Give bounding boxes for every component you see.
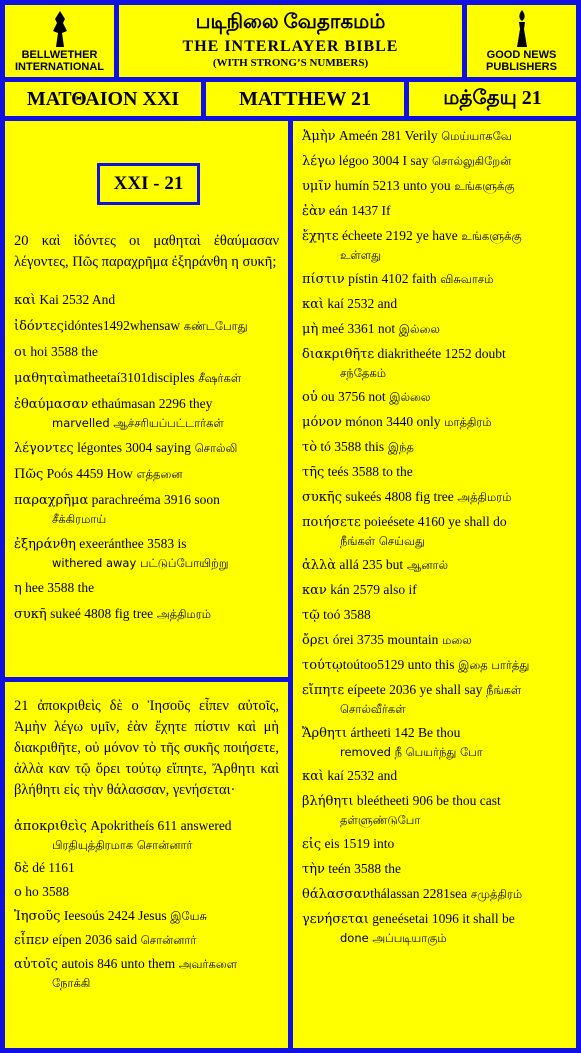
transliteration-gloss: légoo 3004 I say xyxy=(335,153,429,168)
transliteration-gloss: idóntes1492whensaw xyxy=(63,318,181,333)
greek-word: ο xyxy=(14,885,22,900)
word-entry xyxy=(14,955,279,992)
transliteration-gloss: dé 1161 xyxy=(28,860,75,875)
gloss-continuation: சந்தேகம் xyxy=(340,366,387,380)
greek-word: ἀποκριθεὶς xyxy=(14,819,87,834)
gloss-continuation: தள்ளுண்டுபோ xyxy=(340,813,421,827)
greek-word: εἶπεν xyxy=(14,933,50,948)
word-entry xyxy=(14,859,279,878)
transliteration-gloss: eípeete 2036 ye shall say xyxy=(344,682,483,697)
greek-word: υμῖν xyxy=(302,179,332,194)
goodnews-logo xyxy=(467,5,576,77)
tamil-gloss: இதை பார்த்து xyxy=(454,658,530,672)
gloss-continuation: சொல்வீர்கள் xyxy=(340,702,406,716)
word-entry xyxy=(14,465,279,484)
tamil-gloss: சமுத்திரம் xyxy=(467,887,523,901)
tamil-gloss: மலை xyxy=(438,633,472,647)
title-english: THE INTERLAYER BIBLE xyxy=(182,38,399,55)
word-entry xyxy=(302,724,567,761)
word-entry xyxy=(302,885,567,904)
word-entry xyxy=(302,177,567,196)
transliteration-gloss: allá 235 but xyxy=(336,557,404,572)
transliteration-gloss: kán 2579 also if xyxy=(326,582,417,597)
tamil-gloss: இல்லை xyxy=(385,390,431,404)
word-entry xyxy=(302,152,567,171)
greek-word: εἰς xyxy=(302,837,322,852)
tamil-gloss: மெய்யாகவே xyxy=(437,129,512,143)
transliteration-gloss: ártheeti 142 Be thou xyxy=(347,725,461,740)
transliteration-gloss: kaí 2532 and xyxy=(324,296,398,311)
tamil-gloss: உங்களுக்கு xyxy=(450,179,515,193)
title-block xyxy=(119,5,462,77)
word-entry xyxy=(302,295,567,314)
transliteration-gloss: humín 5213 unto you xyxy=(331,178,451,193)
word-entry xyxy=(302,656,567,675)
gloss-continuation: பிரதியுத்திரமாக சொன்னார் xyxy=(52,838,193,852)
goodnews-logo-line1: GOOD NEWS xyxy=(486,49,557,61)
transliteration-gloss: ho 3588 xyxy=(21,884,70,899)
tamil-gloss: அத்திமரம் xyxy=(453,490,512,504)
word-entry xyxy=(302,835,567,854)
tamil-gloss: அத்திமரம் xyxy=(153,607,211,621)
word-entry xyxy=(14,817,279,854)
greek-word: Πῶς xyxy=(14,467,44,482)
greek-word: λέγοντες xyxy=(14,441,74,456)
transliteration-gloss: teés 3588 to the xyxy=(324,464,413,479)
verse21-entries xyxy=(5,817,288,992)
gloss-continuation: நோக்கி xyxy=(52,976,91,990)
greek-word: αὐτοῖς xyxy=(14,957,59,972)
word-entry xyxy=(302,767,567,786)
greek-word: καν xyxy=(302,583,327,598)
greek-word: ποιήσετε xyxy=(302,515,361,530)
transliteration-gloss: meé 3361 not xyxy=(318,321,396,336)
word-entry xyxy=(302,345,567,382)
word-entry xyxy=(14,395,279,432)
transliteration-gloss: pístin 4102 faith xyxy=(344,271,437,286)
word-entry xyxy=(302,463,567,482)
word-entry xyxy=(302,792,567,829)
transliteration-gloss: teén 3588 the xyxy=(324,861,401,876)
greek-word: δὲ xyxy=(14,861,29,876)
word-entry xyxy=(302,910,567,947)
word-entry xyxy=(302,127,567,146)
word-entry xyxy=(302,488,567,507)
gloss-continuation: done அப்படியாகும் xyxy=(340,931,447,945)
transliteration-gloss: sukeé 4808 fig tree xyxy=(46,606,154,621)
tamil-gloss: எத்தனை xyxy=(132,467,183,481)
tamil-gloss: நீங்கள் xyxy=(482,683,522,697)
greek-word: γενήσεται xyxy=(302,912,369,927)
verse21-word-panel xyxy=(293,121,576,1048)
transliteration-gloss: matheetaí3101disciples xyxy=(67,370,195,385)
transliteration-gloss: poieésete 4160 ye shall do xyxy=(360,514,507,529)
greek-word: τὴν xyxy=(302,862,325,877)
gloss-continuation: marvelled ஆச்சரியப்பட்டார்கள் xyxy=(52,416,224,430)
transliteration-gloss: bleétheeti 906 be thou cast xyxy=(353,793,501,808)
verse21-text: 21 ἀποκριθεὶς δὲ ο Ἰησοῦς εἶπεν αὐτοῖς, Ἀμὴν λέγω υμῖν, ἐὰν ἔχητε πίστιν καὶ μὴ διακριθῆτε, οὐ μόνον τὸ τῆς συκῆς ποιήσετε, ἀλλὰ καν τῷ ὄρει τούτῳ εἴπητε, Ἄρθητι καὶ βλήθητι εἰς τὴν θάλασσαν, γενήσεται· xyxy=(14,698,279,798)
transliteration-gloss: exeeránthee 3583 is xyxy=(75,536,187,551)
word-entry xyxy=(302,860,567,879)
greek-word: τῷ xyxy=(302,608,320,623)
word-entry xyxy=(14,491,279,528)
greek-word: ἐὰν xyxy=(302,204,326,219)
gloss-continuation: withered away பட்டுப்போயிற்று xyxy=(52,556,229,570)
greek-word: παραχρῆμα xyxy=(14,493,89,508)
transliteration-gloss: ou 3756 not xyxy=(317,389,386,404)
word-entry xyxy=(302,388,567,407)
transliteration-gloss: ethaúmasan 2296 they xyxy=(88,396,213,411)
tamil-gloss: இந்த xyxy=(384,440,414,454)
transliteration-gloss: parachreéma 3916 soon xyxy=(88,492,220,507)
tamil-gloss: இயேசு xyxy=(166,909,207,923)
word-entry xyxy=(14,579,279,598)
word-entry xyxy=(302,606,567,625)
transliteration-gloss: eán 1437 If xyxy=(325,203,391,218)
tamil-gloss: விசுவாசம் xyxy=(436,272,494,286)
greek-word: Ἄρθητι xyxy=(302,726,348,741)
tamil-gloss: மாத்திரம் xyxy=(440,415,492,429)
transliteration-gloss: eis 1519 into xyxy=(321,836,395,851)
greek-word: ἔχητε xyxy=(302,229,339,244)
transliteration-gloss: Kai 2532 And xyxy=(36,292,116,307)
transliteration-gloss: thálassan 2281sea xyxy=(370,886,468,901)
word-entry xyxy=(302,438,567,457)
greek-word: συκῆς xyxy=(302,490,342,505)
word-entry xyxy=(302,681,567,718)
transliteration-gloss: hee 3588 the xyxy=(21,580,95,595)
chapter-label: XXI - 21 xyxy=(97,163,200,205)
greek-word: ἰδόντες xyxy=(14,319,64,334)
greek-word: ἐξηράνθη xyxy=(14,537,76,552)
word-entry xyxy=(302,227,567,264)
greek-word: τούτῳ xyxy=(302,658,343,673)
tamil-gloss: ஆனால் xyxy=(403,558,449,572)
word-entry xyxy=(302,513,567,550)
verse20-entries xyxy=(5,291,288,624)
tamil-gloss: சொல்லுகிறேன் xyxy=(428,154,512,168)
book-greek: ΜΑΤΘΑΙΟΝ XXI xyxy=(5,82,201,116)
word-entry xyxy=(14,343,279,362)
transliteration-gloss: órei 3735 mountain xyxy=(329,632,439,647)
tamil-gloss: அவர்களை xyxy=(175,957,238,971)
transliteration-gloss: mónon 3440 only xyxy=(341,414,441,429)
tamil-gloss: இல்லை xyxy=(395,322,440,336)
greek-word: λέγω xyxy=(302,154,336,169)
greek-word: τῆς xyxy=(302,465,325,480)
word-entry xyxy=(14,907,279,926)
greek-word: Ἀμὴν xyxy=(302,129,336,144)
word-entry xyxy=(302,320,567,339)
greek-word: οὐ xyxy=(302,390,318,405)
book-english: MATTHEW 21 xyxy=(206,82,404,116)
word-entry xyxy=(302,581,567,600)
transliteration-gloss: tó 3588 this xyxy=(317,439,385,454)
greek-word: ἐθαύμασαν xyxy=(14,397,89,412)
transliteration-gloss: geneésetai 1096 it shall be xyxy=(368,911,515,926)
greek-word: βλήθητι xyxy=(302,794,354,809)
greek-word: καὶ xyxy=(14,293,37,308)
bellwether-logo-line1: BELLWETHER xyxy=(21,49,98,61)
word-entry xyxy=(14,535,279,572)
word-entry xyxy=(302,270,567,289)
tamil-gloss: சொன்னார் xyxy=(137,933,197,947)
greek-word: καὶ xyxy=(302,769,325,784)
goodnews-torch-icon xyxy=(509,9,535,49)
word-entry xyxy=(14,291,279,310)
greek-word: μαθηταὶ xyxy=(14,371,68,386)
transliteration-gloss: Ameén 281 Verily xyxy=(335,128,438,143)
transliteration-gloss: légontes 3004 saying xyxy=(73,440,192,455)
transliteration-gloss: hoi 3588 the xyxy=(26,344,98,359)
gloss-continuation: நீங்கள் செய்வது xyxy=(340,534,425,548)
gloss-continuation: removed நீ பெயர்ந்து போ xyxy=(340,745,483,759)
greek-word: ὄρει xyxy=(302,633,330,648)
bellwether-logo-line2: INTERNATIONAL xyxy=(14,61,104,73)
verse21-panel xyxy=(5,682,288,1048)
word-entry xyxy=(302,556,567,575)
greek-word: καὶ xyxy=(302,297,325,312)
word-entry xyxy=(14,317,279,336)
transliteration-gloss: eípen 2036 said xyxy=(49,932,138,947)
greek-word: διακριθῆτε xyxy=(302,347,375,362)
word-entry xyxy=(302,631,567,650)
tamil-gloss: சீஷர்கள் xyxy=(194,371,242,385)
transliteration-gloss: toó 3588 xyxy=(319,607,371,622)
greek-word: η xyxy=(14,581,22,596)
word-entry xyxy=(14,883,279,902)
transliteration-gloss: Poós 4459 How xyxy=(43,466,133,481)
greek-word: ἀλλὰ xyxy=(302,558,337,573)
transliteration-gloss: diakritheéte 1252 doubt xyxy=(374,346,506,361)
transliteration-gloss: sukeés 4808 fig tree xyxy=(341,489,454,504)
title-subtitle: (WITH STRONG’S NUMBERS) xyxy=(212,57,369,69)
word-entry xyxy=(14,439,279,458)
word-entry xyxy=(14,931,279,950)
transliteration-gloss: autois 846 unto them xyxy=(58,956,176,971)
transliteration-gloss: Apokritheís 611 answered xyxy=(86,818,232,833)
greek-word: τὸ xyxy=(302,440,318,455)
word-entry xyxy=(302,413,567,432)
tamil-gloss: சொல்லி xyxy=(191,441,238,455)
greek-word: πίστιν xyxy=(302,272,345,287)
gloss-continuation: உள்ளது xyxy=(340,248,382,262)
transliteration-gloss: toútoo5129 unto this xyxy=(342,657,455,672)
goodnews-logo-line2: PUBLISHERS xyxy=(486,61,557,73)
word-entry xyxy=(14,369,279,388)
word-entry xyxy=(302,202,567,221)
title-tamil: படிநிலை வேதாகமம் xyxy=(195,11,386,33)
transliteration-gloss: kaí 2532 and xyxy=(324,768,398,783)
greek-word: θάλασσαν xyxy=(302,887,371,902)
verse20-text: 20 καὶ ἰδόντες οι μαθηταὶ ἐθαύμασαν λέγοντες, Πῶς παραχρῆμα ἐξηράνθη η συκῆ; xyxy=(14,233,279,270)
tamil-gloss: உங்களுக்கு xyxy=(457,229,522,243)
right-entries xyxy=(293,127,576,947)
bellwether-logo xyxy=(5,5,114,77)
bellwether-ram-icon xyxy=(47,9,73,49)
book-tamil: மத்தேயு 21 xyxy=(409,82,576,116)
greek-word: εἴπητε xyxy=(302,683,345,698)
greek-word: οι xyxy=(14,345,27,360)
greek-word: Ἰησοῦς xyxy=(14,909,61,924)
greek-word: μόνον xyxy=(302,415,342,430)
transliteration-gloss: Ieesoús 2424 Jesus xyxy=(60,908,167,923)
greek-word: μὴ xyxy=(302,322,319,337)
gloss-continuation: சீக்கிரமாய் xyxy=(52,512,107,526)
tamil-gloss: கண்டபோது xyxy=(180,319,248,333)
greek-word: συκῆ xyxy=(14,607,47,622)
word-entry xyxy=(14,605,279,624)
transliteration-gloss: écheete 2192 ye have xyxy=(338,228,458,243)
